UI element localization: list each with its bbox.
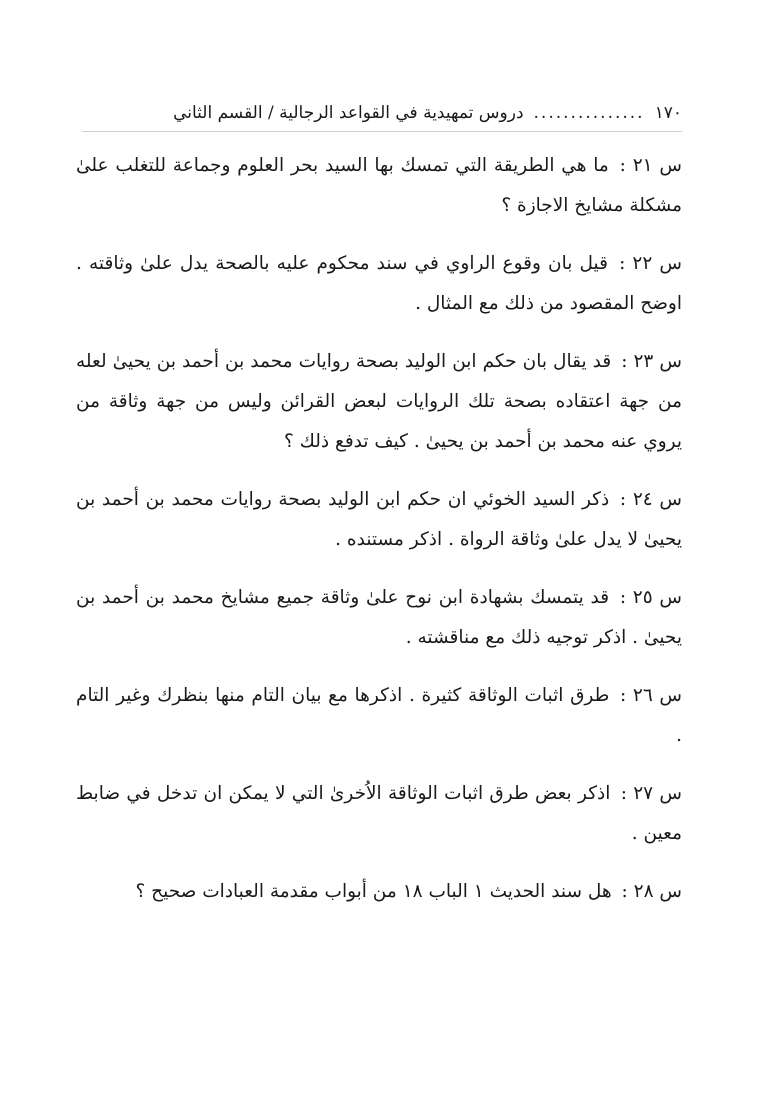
question-list <box>76 146 682 930</box>
question-number: س ٢٥ : <box>619 587 682 608</box>
question-text: ذكر السيد الخوئي ان حكم ابن الوليد بصحة روايات محمد بن أحمد بن يحيىٰ لا يدل علىٰ وثاقة الرواة . اذكر مستنده . <box>76 489 682 550</box>
question-text: قيل بان وقوع الراوي في سند محكوم عليه بالصحة يدل علىٰ وثاقته . اوضح المقصود من ذلك مع المثال . <box>76 253 682 314</box>
question-number: س ٢١ : <box>619 155 682 176</box>
question-text: قد يتمسك بشهادة ابن نوح علىٰ وثاقة جميع مشايخ محمد بن أحمد بن يحيىٰ . اذكر توجيه ذلك مع مناقشته . <box>76 587 682 648</box>
question-25 <box>76 578 682 658</box>
question-text: طرق اثبات الوثاقة كثيرة . اذكرها مع بيان التام منها بنظرك وغير التام . <box>76 685 682 746</box>
question-22 <box>76 244 682 324</box>
header-divider <box>82 131 682 132</box>
question-number: س ٢٨ : <box>621 881 682 902</box>
question-number: س ٢٦ : <box>620 685 682 706</box>
question-number: س ٢٧ : <box>620 783 682 804</box>
question-28 <box>76 872 682 912</box>
question-number: س ٢٢ : <box>619 253 682 274</box>
question-number: س ٢٤ : <box>619 489 682 510</box>
question-23 <box>76 342 682 462</box>
question-27 <box>76 774 682 854</box>
question-26 <box>76 676 682 756</box>
running-header <box>82 98 682 128</box>
question-number: س ٢٣ : <box>621 351 682 372</box>
question-text: ما هي الطريقة التي تمسك بها السيد بحر العلوم وجماعة للتغلب علىٰ مشكلة مشايخ الاجازة ؟ <box>76 155 682 216</box>
question-24 <box>76 480 682 560</box>
header-title: دروس تمهيدية في القواعد الرجالية / القسم الثاني <box>173 103 524 123</box>
page-number: ١٧٠ <box>654 103 682 123</box>
question-text: قد يقال بان حكم ابن الوليد بصحة روايات محمد بن أحمد بن يحيىٰ لعله من جهة اعتقاده بصحة تلك الروايات لبعض القرائن وليس من جهة وثاقة من يروي عنه محمد بن أحمد بن يحيىٰ . كيف تدفع ذلك ؟ <box>76 351 682 452</box>
question-text: اذكر بعض طرق اثبات الوثاقة الاُخرىٰ التي لا يمكن ان تدخل في ضابط معين . <box>76 783 682 844</box>
question-21 <box>76 146 682 226</box>
leader-dots: ............... <box>533 103 645 123</box>
question-text: هل سند الحديث ١ الباب ١٨ من أبواب مقدمة العبادات صحيح ؟ <box>135 881 612 902</box>
